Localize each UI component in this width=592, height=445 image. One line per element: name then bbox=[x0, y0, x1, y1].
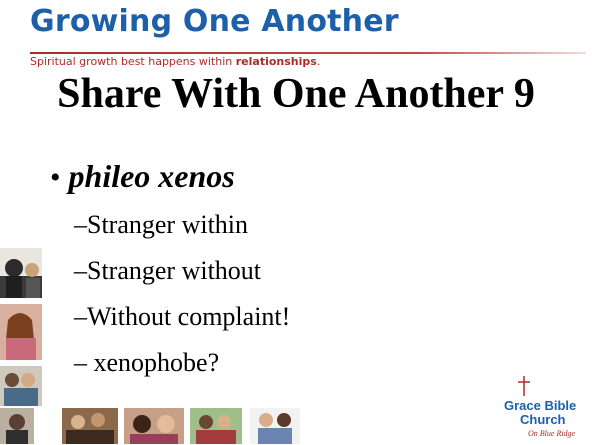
bullet-text: phileo xenos bbox=[68, 158, 235, 194]
people-photo bbox=[124, 408, 184, 444]
sub-item: –Without complaint! bbox=[74, 302, 291, 331]
people-photo bbox=[0, 304, 42, 360]
sub-item: –Stranger within bbox=[74, 210, 249, 239]
people-photo bbox=[0, 248, 42, 298]
logo-line-3: On Blue Ridge bbox=[528, 429, 576, 438]
logo-line-2: Church bbox=[520, 412, 566, 427]
tagline-prefix: Spiritual growth best happens within bbox=[30, 55, 236, 68]
bullet-marker: • bbox=[50, 161, 61, 194]
brand-title: Growing One Another bbox=[30, 4, 399, 39]
tagline-emphasis: relationships bbox=[235, 55, 317, 68]
people-photo bbox=[250, 408, 300, 444]
people-photo bbox=[0, 408, 34, 444]
sub-item: –Stranger without bbox=[74, 256, 262, 285]
people-photo bbox=[0, 366, 42, 406]
people-photo bbox=[62, 408, 118, 444]
sub-item: – xenophobe? bbox=[74, 348, 220, 377]
people-photo bbox=[190, 408, 242, 444]
logo-line-1: Grace Bible bbox=[504, 398, 577, 413]
church-logo bbox=[502, 374, 582, 440]
brand-tagline bbox=[30, 55, 320, 68]
tagline-suffix: . bbox=[316, 55, 321, 68]
bullet-item bbox=[50, 158, 235, 195]
slide-title: Share With One Another 9 bbox=[57, 71, 535, 117]
photo-strip-horizontal bbox=[0, 408, 310, 444]
brand-divider bbox=[30, 52, 586, 54]
